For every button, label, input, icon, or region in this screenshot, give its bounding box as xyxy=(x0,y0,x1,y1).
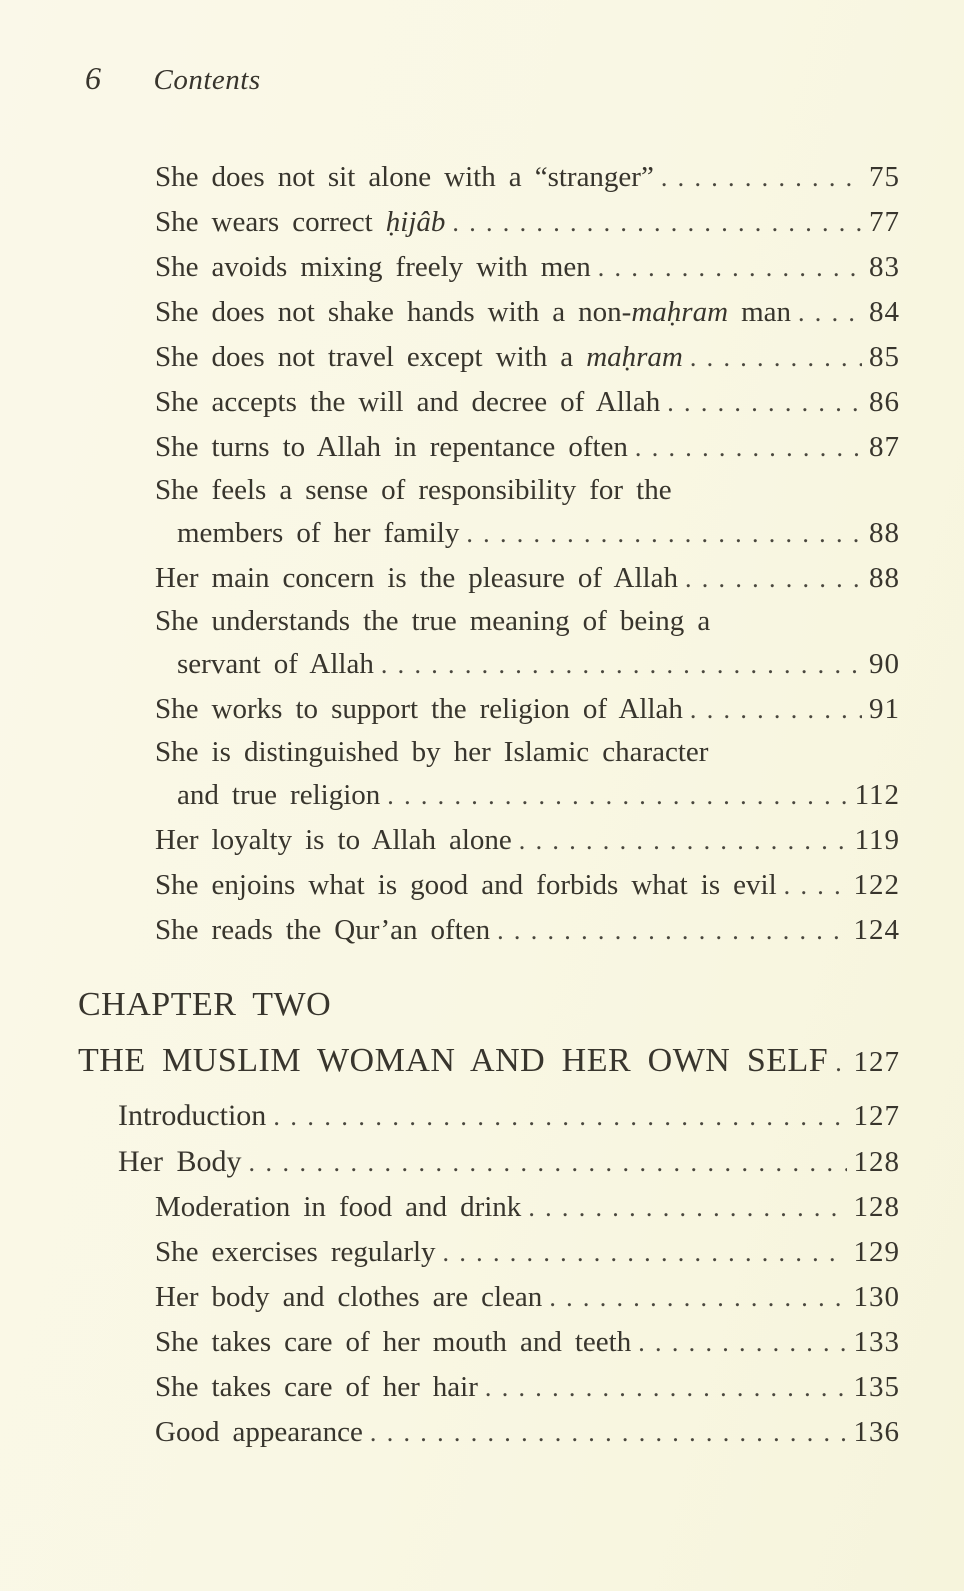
toc-page-number: 86 xyxy=(869,386,900,418)
toc-entry-title: Moderation in food and drink xyxy=(155,1191,522,1223)
toc-entry xyxy=(118,1139,900,1185)
dot-leader xyxy=(690,687,862,732)
toc-entry xyxy=(155,1275,900,1320)
dot-leader xyxy=(452,200,862,245)
dot-leader xyxy=(519,818,848,863)
toc-page-number: 112 xyxy=(854,779,900,811)
toc-page-number: 127 xyxy=(853,1046,900,1078)
toc-page-number: 122 xyxy=(853,869,900,901)
dot-leader xyxy=(387,773,847,818)
toc-entry xyxy=(155,1230,900,1275)
toc-page-number: 136 xyxy=(853,1416,900,1448)
toc-entry-title: Her Body xyxy=(118,1145,242,1178)
toc-entry xyxy=(155,290,900,335)
toc-entry-title: She enjoins what is good and forbids what is evil xyxy=(155,869,777,901)
toc-entry-title: Her loyalty is to Allah alone xyxy=(155,824,512,856)
dot-leader xyxy=(635,425,862,470)
dot-leader xyxy=(690,335,862,380)
toc-page-number: 90 xyxy=(869,648,900,680)
toc-page-number: 77 xyxy=(869,206,900,238)
toc-page-number: 128 xyxy=(853,1191,900,1223)
running-header-title: Contents xyxy=(153,64,261,96)
toc-entry-title: and true religion xyxy=(177,779,381,811)
dot-leader xyxy=(466,511,862,556)
dot-leader xyxy=(370,1410,847,1455)
toc-entry xyxy=(155,1320,900,1365)
dot-leader xyxy=(248,1139,846,1185)
toc-page-number: 88 xyxy=(869,562,900,594)
toc-entry xyxy=(155,1185,900,1230)
toc-entry xyxy=(118,1093,900,1139)
toc-entry-title: She is distinguished by her Islamic character xyxy=(155,736,709,768)
dot-leader xyxy=(685,556,862,601)
toc-entry xyxy=(155,380,900,425)
toc-entry-title: She understands the true meaning of being a xyxy=(155,605,711,637)
dot-leader xyxy=(485,1365,847,1410)
toc-entry xyxy=(78,1033,900,1091)
toc-entry-title: Her main concern is the pleasure of Allah xyxy=(155,562,678,594)
toc-entry-title: She does not travel except with a maḥram xyxy=(155,341,683,373)
toc-page-number: 128 xyxy=(853,1146,900,1178)
toc-entry xyxy=(155,425,900,470)
toc-entry xyxy=(155,1365,900,1410)
toc-page-number: 119 xyxy=(854,824,900,856)
toc-page-number: 130 xyxy=(853,1281,900,1313)
dot-leader xyxy=(835,1034,846,1091)
toc-entry-title: She does not shake hands with a non-maḥram man xyxy=(155,296,791,328)
toc-entry-title: She does not sit alone with a “stranger” xyxy=(155,161,654,193)
toc-entry-title: members of her family xyxy=(177,517,460,549)
toc-entry-title: She avoids mixing freely with men xyxy=(155,251,591,283)
dot-leader xyxy=(798,290,862,335)
toc-page-number: 91 xyxy=(869,693,900,725)
toc-page-number: 135 xyxy=(853,1371,900,1403)
dot-leader xyxy=(661,155,862,200)
toc-entry-title: She takes care of her mouth and teeth xyxy=(155,1326,632,1358)
toc-page-number: 85 xyxy=(869,341,900,373)
dot-leader xyxy=(667,380,862,425)
toc-entry-title: Her body and clothes are clean xyxy=(155,1281,543,1313)
toc-entry-title: She accepts the will and decree of Allah xyxy=(155,386,661,418)
toc-entry xyxy=(155,1410,900,1455)
toc-page-number: 88 xyxy=(869,517,900,549)
toc-entry xyxy=(155,200,900,245)
toc-entry-title: She turns to Allah in repentance often xyxy=(155,431,628,463)
toc-page-number: 133 xyxy=(853,1326,900,1358)
dot-leader xyxy=(784,863,847,908)
toc-entry-title: She reads the Qur’an often xyxy=(155,914,491,946)
toc-page-number: 87 xyxy=(869,431,900,463)
page-number-folio: 6 xyxy=(85,60,102,96)
dot-leader xyxy=(497,908,846,953)
toc-entry-title: Introduction xyxy=(118,1099,267,1132)
running-head xyxy=(85,60,900,97)
toc-entry xyxy=(155,601,900,687)
toc-entry xyxy=(155,470,900,556)
dot-leader xyxy=(598,245,862,290)
toc-entry-title: Good appearance xyxy=(155,1416,363,1448)
toc-entry-title: She works to support the religion of Allah xyxy=(155,693,683,725)
toc-entry-title: She takes care of her hair xyxy=(155,1371,478,1403)
dot-leader xyxy=(381,642,862,687)
dot-leader xyxy=(549,1275,846,1320)
toc-entry xyxy=(155,863,900,908)
toc-entry xyxy=(155,245,900,290)
toc-page-number: 129 xyxy=(853,1236,900,1268)
dot-leader xyxy=(273,1093,846,1139)
toc-entry-title: THE MUSLIM WOMAN AND HER OWN SELF xyxy=(78,1042,829,1079)
toc-entry xyxy=(155,556,900,601)
toc-entry-title: She wears correct ḥijâb xyxy=(155,206,446,238)
toc-entry xyxy=(155,155,900,200)
toc-entry-title: She exercises regularly xyxy=(155,1236,436,1268)
toc-page-number: 84 xyxy=(869,296,900,328)
dot-leader xyxy=(443,1230,847,1275)
toc-page-number: 83 xyxy=(869,251,900,283)
toc-entry xyxy=(155,335,900,380)
toc-entry-title: servant of Allah xyxy=(177,648,374,680)
toc-page-number: 75 xyxy=(869,161,900,193)
table-of-contents xyxy=(78,155,900,1455)
dot-leader xyxy=(638,1320,846,1365)
toc-page-number: 127 xyxy=(853,1100,900,1132)
toc-entry-title: She feels a sense of responsibility for the xyxy=(155,474,672,506)
toc-entry xyxy=(155,818,900,863)
chapter-label: CHAPTER TWO xyxy=(78,986,332,1023)
toc-entry xyxy=(155,908,900,953)
toc-page-number: 124 xyxy=(853,914,900,946)
toc-entry xyxy=(155,732,900,818)
toc-entry xyxy=(155,687,900,732)
dot-leader xyxy=(528,1185,846,1230)
